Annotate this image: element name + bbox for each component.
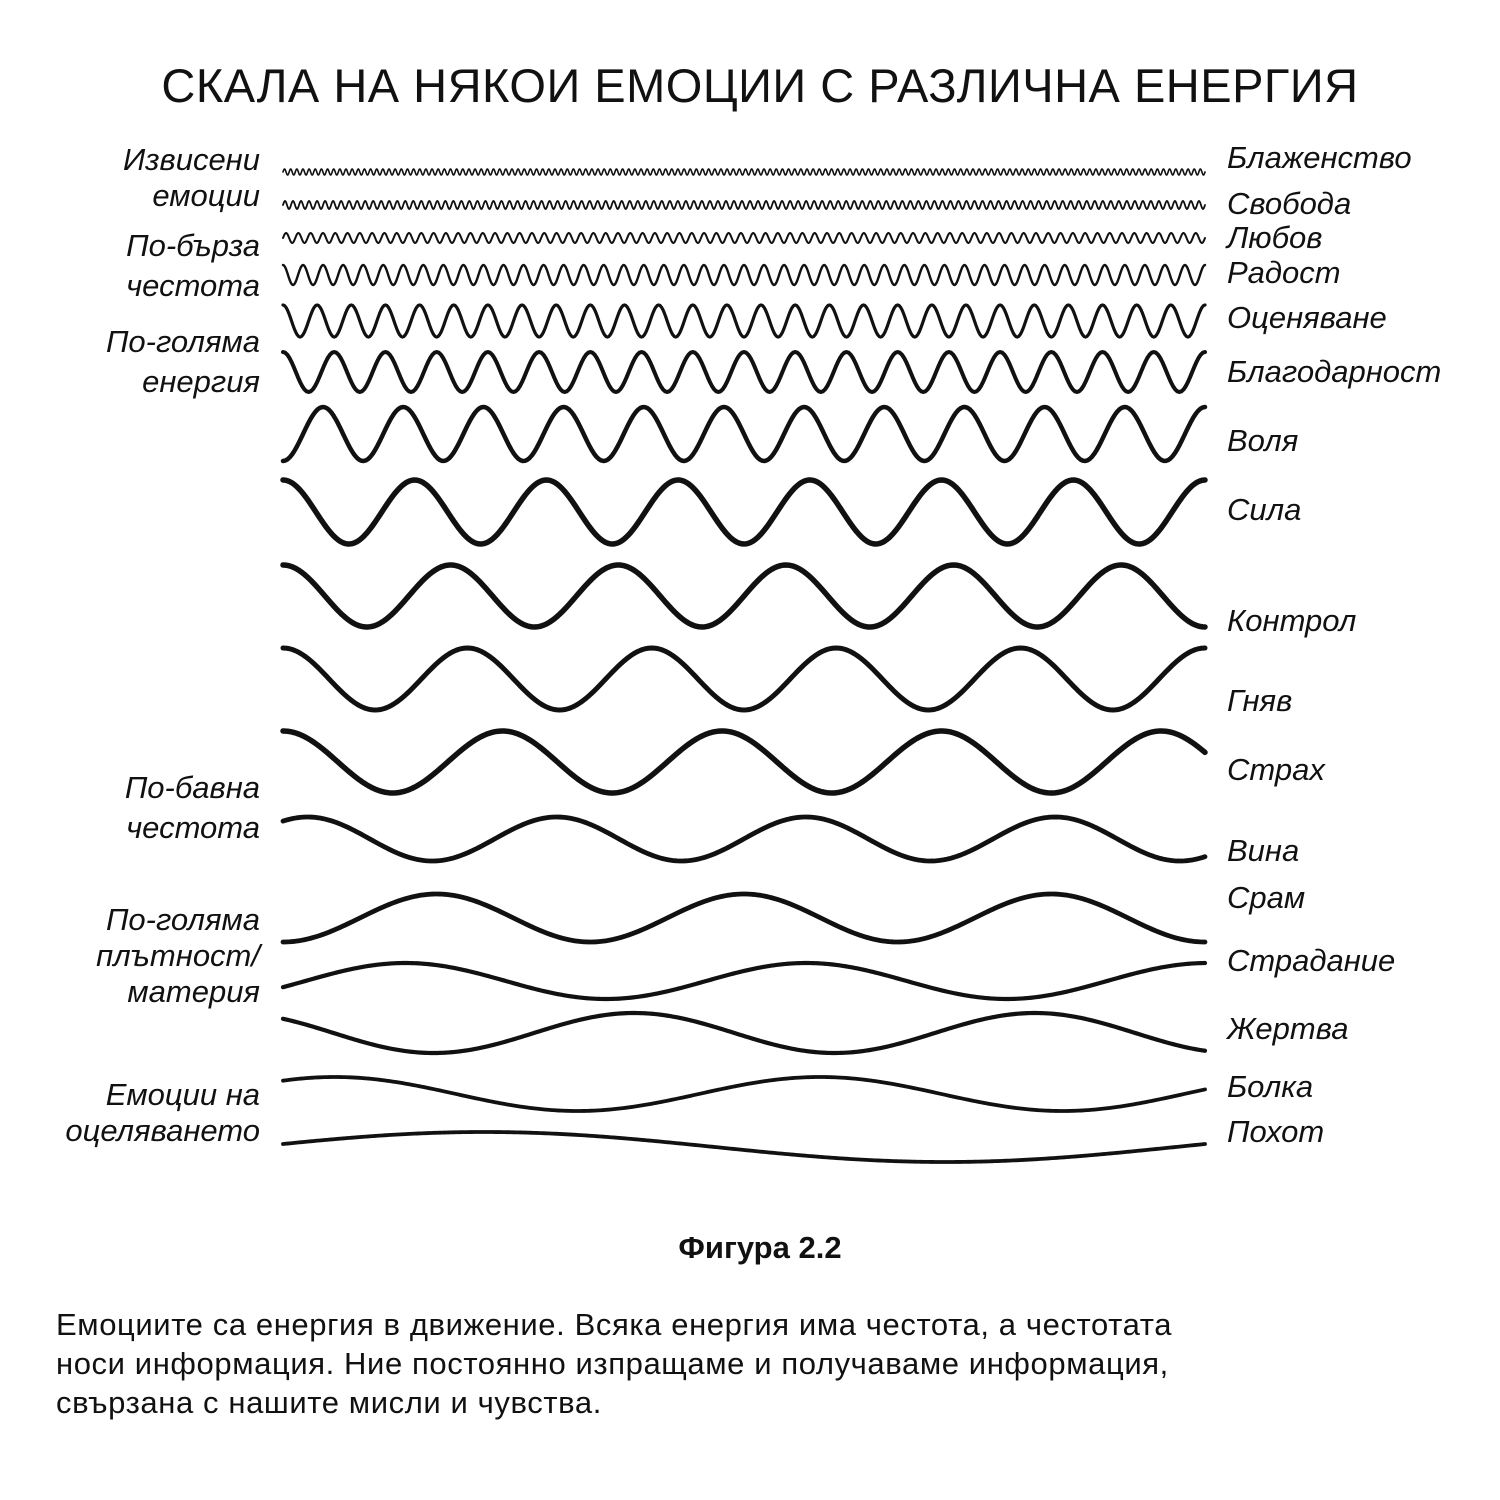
emotion-label-pain: Болка	[1227, 1069, 1314, 1104]
wave-3	[283, 233, 1205, 243]
left-label-line: енергия	[142, 364, 260, 399]
figure-title: СКАЛА НА НЯКОИ ЕМОЦИИ С РАЗЛИЧНА ЕНЕРГИЯ	[161, 59, 1359, 112]
left-label-line: материя	[127, 974, 260, 1009]
left-label-line: По-бърза	[126, 228, 260, 263]
left-label-line: оцеляването	[65, 1113, 260, 1148]
emotion-label-lust: Похот	[1227, 1114, 1325, 1149]
emotion-label-love: Любов	[1227, 220, 1323, 255]
left-label-line: емоции	[152, 178, 260, 213]
wave-8	[283, 480, 1205, 544]
wave-1	[283, 169, 1205, 175]
wave-12	[283, 817, 1205, 861]
wave-13	[283, 894, 1205, 942]
emotion-label-suffering: Страдание	[1227, 943, 1396, 978]
figure-caption: Фигура 2.2	[678, 1230, 842, 1265]
left-label-line: плътност/	[96, 938, 260, 973]
left-label-line: По-голяма	[105, 324, 260, 359]
left-label-line: честота	[126, 810, 260, 845]
wave-14	[283, 963, 1205, 999]
description-line: Емоциите са енергия в движение. Всяка енергия има честота, а честотата	[56, 1307, 1173, 1342]
wave-16	[283, 1077, 1205, 1111]
figure-description	[56, 1305, 1456, 1422]
wave-7	[283, 407, 1205, 461]
wave-17	[283, 1132, 1205, 1162]
left-label-line: Емоции на	[105, 1077, 260, 1112]
description-line: носи информация. Ние постоянно изпращаме и получаваме информация,	[56, 1346, 1169, 1381]
description-line: свързана с нашите мисли и чувства.	[56, 1385, 602, 1420]
emotion-label-joy: Радост	[1227, 255, 1341, 290]
wave-11	[283, 731, 1205, 793]
wave-2	[283, 201, 1205, 209]
emotion-label-will: Воля	[1227, 423, 1299, 458]
wave-15	[283, 1013, 1205, 1053]
emotion-label-guilt: Вина	[1227, 833, 1300, 868]
wave-4	[283, 265, 1205, 285]
emotion-label-shame: Срам	[1227, 880, 1306, 915]
emotion-label-freedom: Свобода	[1227, 186, 1352, 221]
emotion-label-fear: Страх	[1227, 752, 1325, 787]
left-label-line: По-голяма	[105, 902, 260, 937]
emotion-label-power: Сила	[1227, 492, 1302, 527]
emotion-label-gratitude: Благодарност	[1227, 354, 1442, 389]
wave-10	[283, 648, 1205, 710]
left-label-line: честота	[126, 268, 260, 303]
left-label-line: По-бавна	[124, 770, 260, 805]
wave-5	[283, 305, 1205, 337]
emotion-label-appreciation: Оценяване	[1227, 300, 1387, 335]
emotion-label-control: Контрол	[1227, 603, 1357, 638]
emotion-label-victim: Жертва	[1227, 1011, 1349, 1046]
emotion-label-anger: Гняв	[1227, 683, 1293, 718]
emotion-label-bliss: Блаженство	[1227, 140, 1412, 175]
wave-9	[283, 565, 1205, 627]
left-label-line: Извисени	[122, 142, 260, 177]
wave-6	[283, 352, 1205, 392]
